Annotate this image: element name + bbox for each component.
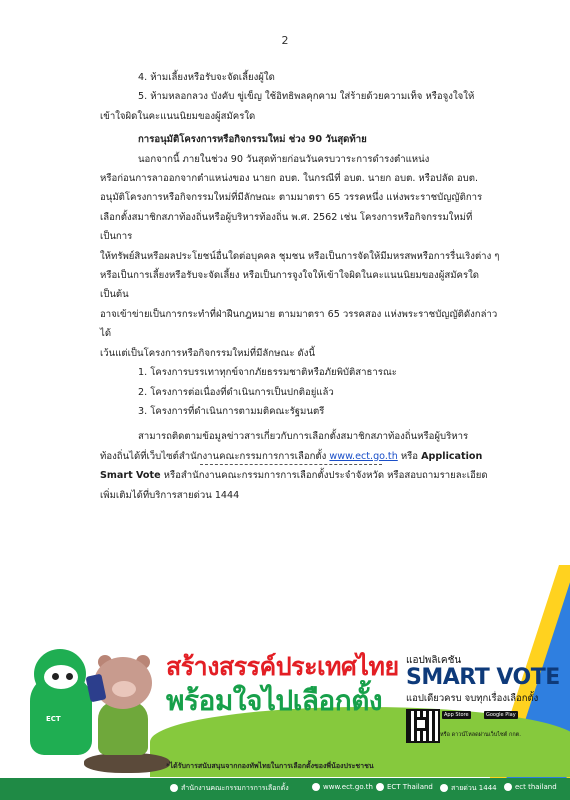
app-tagline: แอปเดียวครบ จบทุกเรื่องเลือกตั้ง <box>406 693 539 704</box>
list-item-continuation: เข้าใจผิดในคะแนนนิยมของผู้สมัครใด <box>100 110 256 122</box>
footer-line[interactable] <box>504 783 557 791</box>
footer-bar <box>0 778 570 800</box>
contact-text: หรือสำนักงานคณะกรรมการการเลือกตั้งประจำจังหวัด หรือสอบถามรายละเอียด <box>160 470 488 482</box>
paragraph-line: หรือเป็นการเลี้ยงหรือรับจะจัดเลี้ยง หรือเป็นการจูงใจให้เข้าใจผิดในคะแนนนิยมของผู้สมัครใด เป็นต้น <box>100 270 480 301</box>
footer-facebook[interactable] <box>376 783 433 791</box>
exception-item: 2. โครงการต่อเนื่องที่ดำเนินการเป็นปกติอยู่แล้ว <box>138 386 334 398</box>
paragraph-line: อนุมัติโครงการหรือกิจกรรมใหม่ที่มีลักษณะ ตามมาตรา 65 วรรคหนึ่ง แห่งพระราชบัญญัติการ <box>100 192 483 204</box>
smart-vote-text: Smart Vote <box>100 470 161 482</box>
globe-icon <box>312 783 320 791</box>
section-heading: การอนุมัติโครงการหรือกิจกรรมใหม่ ช่วง 90 วันสุดท้าย <box>138 134 367 146</box>
list-item: 5. ห้ามหลอกลวง บังคับ ขู่เข็ญ ใช้อิทธิพลคุกคาม ใส่ร้ายด้วยความเท็จ หรือจูงใจให้ <box>138 91 475 103</box>
ect-website-link[interactable]: www.ect.go.th <box>329 450 398 462</box>
contact-text: หรือ <box>397 450 422 462</box>
contact-text: ท้องถิ่นได้ที่เว็บไซต์สำนักงานคณะกรรมการการเลือกตั้ง <box>100 450 330 462</box>
google-play-button[interactable]: Google Play <box>486 712 516 718</box>
qr-code-icon[interactable] <box>406 709 440 743</box>
footer-org <box>170 783 289 794</box>
separator <box>200 464 382 465</box>
eye-icon <box>66 673 73 680</box>
footer-hotline-text: สายด่วน 1444 <box>451 784 497 792</box>
mascot-badge: ECT <box>46 715 61 723</box>
pedestal <box>84 753 170 773</box>
footer-hotline <box>440 783 497 794</box>
banner-title-line2: พร้อมใจไปเลือกตั้ง <box>166 684 383 717</box>
document-body <box>100 68 500 505</box>
footer-web-text: www.ect.go.th <box>323 783 373 791</box>
app-label: แอปพลิเคชัน <box>406 655 462 666</box>
footer-line-text: ect thailand <box>515 783 557 791</box>
banner-title-line1: สร้างสรรค์ประเทศไทย <box>166 652 399 681</box>
footer-fb-text: ECT Thailand <box>387 783 433 791</box>
list-item: 4. ห้ามเลี้ยงหรือรับจะจัดเลี้ยงผู้ใด <box>138 72 275 83</box>
paragraph-line: หรือก่อนการลาออกจากตำแหน่งของ นายก อบต. ในกรณีที่ อบต. นายก อบต. หรือปลัด อบต. <box>100 173 479 185</box>
bear-snout <box>112 681 136 697</box>
exception-item: 1. โครงการบรรเทาทุกข์จากภัยธรรมชาติหรือภัยพิบัติสาธารณะ <box>138 367 397 379</box>
footer-web[interactable] <box>312 783 373 791</box>
paragraph-line: เลือกตั้งสมาชิกสภาท้องถิ่นหรือผู้บริหารท้องถิ่น พ.ศ. 2562 เช่น โครงการหรือกิจกรรมใหม่ที่เป็นการ <box>100 211 473 243</box>
exception-item: 3. โครงการที่ดำเนินการตามมติคณะรัฐมนตรี <box>138 405 325 417</box>
bear-mascot-body <box>98 701 148 755</box>
footer-org-text: สำนักงานคณะกรรมการการเลือกตั้ง <box>181 784 289 792</box>
app-name: SMART VOTE <box>406 665 560 690</box>
banner-footnote: *ได้รับการสนับสนุนจากกองทัพไทยในการเลือกตั้งของพี่น้องประชาชน <box>166 762 374 770</box>
contact-line <box>100 466 500 485</box>
contact-line: สามารถติดตามข้อมูลข่าวสารเกี่ยวกับการเลือกตั้งสมาชิกสภาท้องถิ่นหรือผู้บริหาร <box>138 431 469 443</box>
facebook-icon <box>376 783 384 791</box>
ect-logo-icon <box>170 784 178 792</box>
campaign-banner <box>0 565 570 800</box>
app-store-button[interactable]: App Store <box>444 712 469 718</box>
app-name-text: Application <box>421 450 483 462</box>
phone-icon <box>440 784 448 792</box>
paragraph-line: เว้นแต่เป็นโครงการหรือกิจกรรมใหม่ที่มีลักษณะ ดังนี้ <box>100 347 315 359</box>
paragraph-line: อาจเข้าข่ายเป็นการกระทำที่ฝ่าฝืนกฎหมาย ตามมาตรา 65 วรรคสอง แห่งพระราชบัญญัติดังกล่าวได้ <box>100 308 498 340</box>
paragraph-line: ให้ทรัพย์สินหรือผลประโยชน์อื่นใดต่อบุคคล ชุมชน หรือเป็นการจัดให้มีมหรสพหรือการรื่นเริงต่าง ๆ <box>100 250 500 262</box>
paragraph-line: นอกจากนี้ ภายในช่วง 90 วันสุดท้ายก่อนวันครบวาระการดำรงตำแหน่ง <box>138 153 430 165</box>
line-icon <box>504 783 512 791</box>
eye-icon <box>52 673 59 680</box>
qr-note: หรือ ดาวน์โหลดผ่านเว็บไซต์ กกต. <box>440 732 521 738</box>
contact-line: เพิ่มเติมได้ที่บริการสายด่วน 1444 <box>100 489 240 501</box>
page-number: 2 <box>281 34 289 47</box>
